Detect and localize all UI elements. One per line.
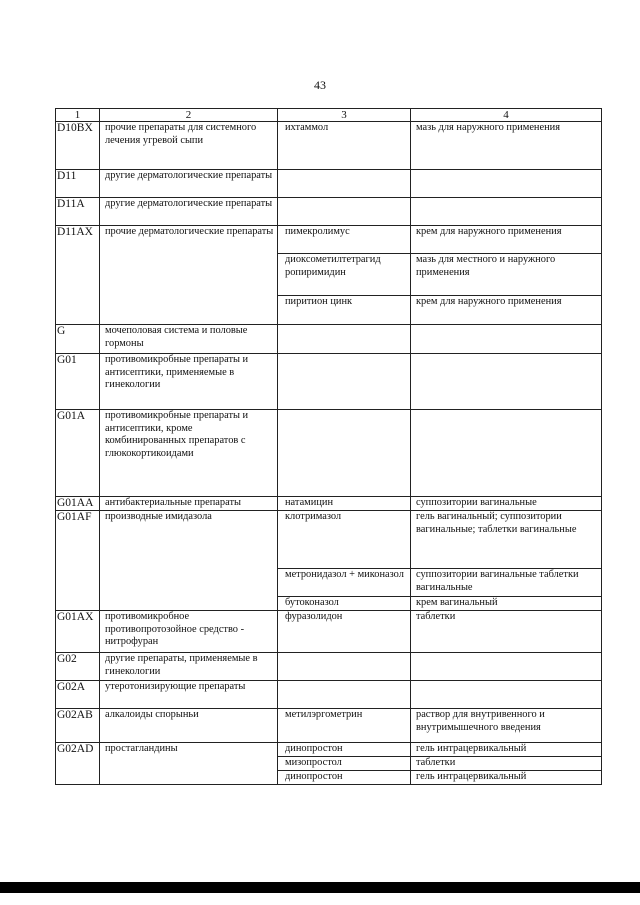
atc-code: G01AF bbox=[56, 511, 100, 611]
drug-name bbox=[278, 325, 411, 354]
atc-code: G01AA bbox=[56, 497, 100, 511]
drug-name: мизопростол bbox=[278, 757, 411, 771]
drug-name: клотримазол bbox=[278, 511, 411, 569]
drug-name bbox=[278, 354, 411, 410]
dosage-form: крем для наружного применения bbox=[411, 226, 602, 254]
table-row-g01ax bbox=[56, 611, 602, 653]
column-header-1: 1 bbox=[56, 109, 100, 122]
table-row-g01 bbox=[56, 354, 602, 410]
drug-name bbox=[278, 410, 411, 497]
drug-name: диоксометилтетрагид ропиримидин bbox=[278, 254, 411, 296]
table-row-g01aa bbox=[56, 497, 602, 511]
group-name: прочие препараты для системного лечения угревой сыпи bbox=[100, 122, 278, 170]
dosage-form bbox=[411, 410, 602, 497]
group-name: другие дерматологические препараты bbox=[100, 198, 278, 226]
table-row-g bbox=[56, 325, 602, 354]
atc-code: G02AD bbox=[56, 743, 100, 785]
dosage-form: суппозитории вагинальные bbox=[411, 497, 602, 511]
atc-code: D10BX bbox=[56, 122, 100, 170]
dosage-form bbox=[411, 681, 602, 709]
group-name: производные имидазола bbox=[100, 511, 278, 611]
table-header-row bbox=[56, 109, 602, 122]
atc-code: D11A bbox=[56, 198, 100, 226]
column-header-4: 4 bbox=[411, 109, 602, 122]
dosage-form: гель вагинальный; суппозитории вагинальные; таблетки вагинальные bbox=[411, 511, 602, 569]
atc-drug-table bbox=[55, 108, 602, 785]
atc-code: G bbox=[56, 325, 100, 354]
group-name: прочие дерматологические препараты bbox=[100, 226, 278, 325]
dosage-form bbox=[411, 354, 602, 410]
drug-name: метилэргометрин bbox=[278, 709, 411, 743]
group-name: утеротонизирующие препараты bbox=[100, 681, 278, 709]
dosage-form: мазь для наружного применения bbox=[411, 122, 602, 170]
dosage-form: раствор для внутривенного и внутримышечного введения bbox=[411, 709, 602, 743]
dosage-form: таблетки bbox=[411, 611, 602, 653]
atc-code: G01AX bbox=[56, 611, 100, 653]
scan-edge-bar bbox=[0, 882, 640, 893]
drug-name: пимекролимус bbox=[278, 226, 411, 254]
group-name: мочеполовая система и половые гормоны bbox=[100, 325, 278, 354]
table-row-g02ad bbox=[56, 743, 602, 757]
drug-name: натамицин bbox=[278, 497, 411, 511]
dosage-form bbox=[411, 653, 602, 681]
group-name: простагландины bbox=[100, 743, 278, 785]
table-row-d11a bbox=[56, 198, 602, 226]
atc-code: D11AX bbox=[56, 226, 100, 325]
group-name: противомикробные препараты и антисептики, кроме комбинированных препаратов с глюкокортикоидами bbox=[100, 410, 278, 497]
dosage-form: суппозитории вагинальные таблетки вагинальные bbox=[411, 569, 602, 597]
dosage-form: мазь для местного и наружного применения bbox=[411, 254, 602, 296]
drug-name bbox=[278, 198, 411, 226]
drug-name bbox=[278, 653, 411, 681]
drug-name: ихтаммол bbox=[278, 122, 411, 170]
dosage-form: таблетки bbox=[411, 757, 602, 771]
dosage-form: крем вагинальный bbox=[411, 597, 602, 611]
table-row-g01a bbox=[56, 410, 602, 497]
dosage-form: гель интрацервикальный bbox=[411, 771, 602, 785]
page-number: 43 bbox=[314, 78, 326, 92]
table-row-d11 bbox=[56, 170, 602, 198]
table-row-g02 bbox=[56, 653, 602, 681]
group-name: противомикробное противопротозойное средство - нитрофуран bbox=[100, 611, 278, 653]
dosage-form: крем для наружного применения bbox=[411, 296, 602, 325]
drug-name bbox=[278, 170, 411, 198]
drug-name: бутоконазол bbox=[278, 597, 411, 611]
table-row-g02a bbox=[56, 681, 602, 709]
atc-code: G02A bbox=[56, 681, 100, 709]
dosage-form bbox=[411, 170, 602, 198]
drug-name: пиритион цинк bbox=[278, 296, 411, 325]
table-row-d10bx bbox=[56, 122, 602, 170]
group-name: антибактериальные препараты bbox=[100, 497, 278, 511]
group-name: алкалоиды спорыньи bbox=[100, 709, 278, 743]
drug-name: динопростон bbox=[278, 771, 411, 785]
drug-name: метронидазол + миконазол bbox=[278, 569, 411, 597]
dosage-form: гель интрацервикальный bbox=[411, 743, 602, 757]
atc-code: D11 bbox=[56, 170, 100, 198]
atc-code: G01A bbox=[56, 410, 100, 497]
column-header-2: 2 bbox=[100, 109, 278, 122]
group-name: другие препараты, применяемые в гинекологии bbox=[100, 653, 278, 681]
drug-name: динопростон bbox=[278, 743, 411, 757]
column-header-3: 3 bbox=[278, 109, 411, 122]
drug-name: фуразолидон bbox=[278, 611, 411, 653]
group-name: другие дерматологические препараты bbox=[100, 170, 278, 198]
atc-code: G02AB bbox=[56, 709, 100, 743]
atc-code: G01 bbox=[56, 354, 100, 410]
table-row-g02ab bbox=[56, 709, 602, 743]
dosage-form bbox=[411, 325, 602, 354]
atc-code: G02 bbox=[56, 653, 100, 681]
table-row-g01af bbox=[56, 511, 602, 569]
group-name: противомикробные препараты и антисептики, применяемые в гинекологии bbox=[100, 354, 278, 410]
drug-name bbox=[278, 681, 411, 709]
table-row-d11ax bbox=[56, 226, 602, 254]
dosage-form bbox=[411, 198, 602, 226]
